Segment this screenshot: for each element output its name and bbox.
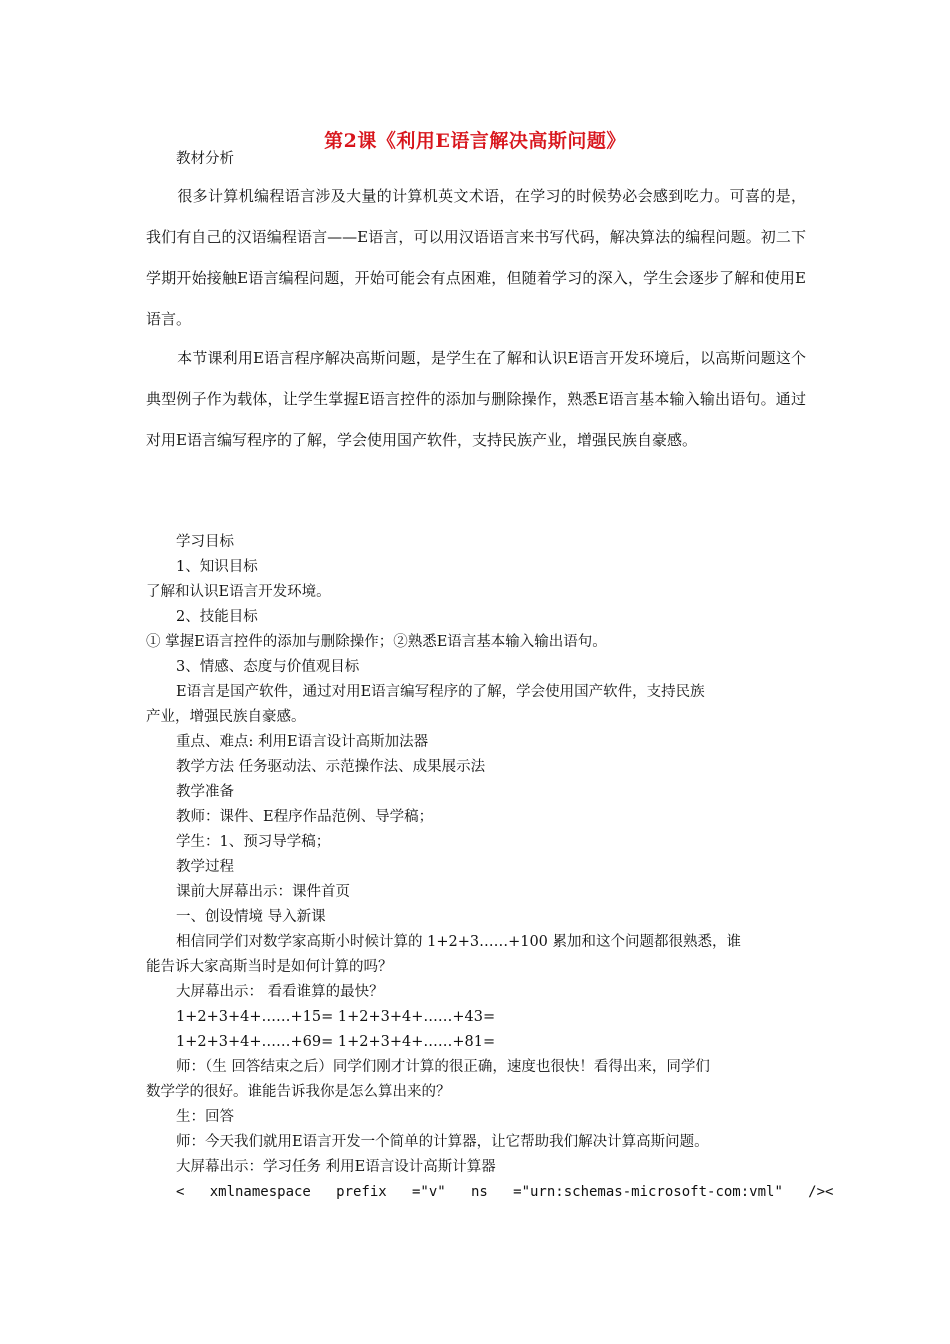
paragraph-analysis-2 bbox=[146, 338, 806, 461]
goal-emotion-text-cont: 产业，增强民族自豪感。 bbox=[146, 709, 306, 725]
goal-skill-heading: 2、技能目标 bbox=[176, 609, 258, 625]
screen-note-2: 大屏幕出示： 看看谁算的最快？ bbox=[176, 984, 384, 1000]
question-line-2: 能告诉大家高斯当时是如何计算的吗？ bbox=[146, 959, 393, 975]
paragraph-text: 很多计算机编程语言涉及大量的计算机英文术语，在学习的时候势必会感到吃力。可喜的是，我们有自己的汉语编程语言——E语言，可以用汉语语言来书写代码，解决算法的编程问题。初二下学期开始接触E语言编程问题，开始可能会有点困难，但随着学习的深入，学生会逐步了解和使用E语言。 bbox=[146, 187, 806, 328]
teacher-remark-2: 师：今天我们就用E语言开发一个简单的计算器，让它帮助我们解决计算高斯问题。 bbox=[176, 1134, 709, 1150]
paragraph-analysis-1 bbox=[146, 176, 806, 340]
teaching-process-heading: 教学过程 bbox=[176, 859, 234, 875]
student-prep: 学生：1、预习导学稿； bbox=[176, 834, 331, 850]
teacher-remark-1: 师：（生 回答结束之后）同学们刚才计算的很正确，速度也很快！看得出来，同学们 bbox=[176, 1059, 710, 1075]
teaching-prep-heading: 教学准备 bbox=[176, 784, 234, 800]
screen-note-1: 课前大屏幕出示：课件首页 bbox=[176, 884, 350, 900]
section-heading: 教材分析 bbox=[176, 151, 234, 167]
teaching-method: 教学方法 任务驱动法、示范操作法、成果展示法 bbox=[176, 759, 486, 775]
goal-emotion-heading: 3、情感、态度与价值观目标 bbox=[176, 659, 360, 675]
goal-knowledge-text: 了解和认识E语言开发环境。 bbox=[146, 584, 331, 600]
key-points: 重点、难点: 利用E语言设计高斯加法器 bbox=[176, 734, 429, 750]
page-title: 第2课《利用E语言解决高斯问题》 bbox=[324, 130, 626, 152]
goals-heading: 学习目标 bbox=[176, 534, 234, 550]
goal-knowledge-heading: 1、知识目标 bbox=[176, 559, 258, 575]
step-1-heading: 一、创设情境 导入新课 bbox=[176, 909, 326, 925]
teacher-remark-1-cont: 数学学的很好。谁能告诉我你是怎么算出来的？ bbox=[146, 1084, 451, 1100]
screen-note-3: 大屏幕出示：学习任务 利用E语言设计高斯计算器 bbox=[176, 1159, 496, 1175]
calc-line-2: 1+2+3+4+……+69= 1+2+3+4+……+81= bbox=[176, 1034, 496, 1050]
paragraph-text: 本节课利用E语言程序解决高斯问题，是学生在了解和认识E语言开发环境后，以高斯问题这个典型例子作为载体，让学生掌握E语言控件的添加与删除操作，熟悉E语言基本输入输出语句。通过对用E语言编写程序的了解，学会使用国产软件，支持民族产业，增强民族自豪感。 bbox=[146, 349, 806, 449]
question-line-1: 相信同学们对数学家高斯小时候计算的 1+2+3……+100 累加和这个问题都很熟悉，谁 bbox=[176, 934, 742, 950]
goal-emotion-text: E语言是国产软件，通过对用E语言编写程序的了解，学会使用国产软件，支持民族 bbox=[176, 684, 705, 700]
student-answer: 生：回答 bbox=[176, 1109, 234, 1125]
xml-namespace-code: < xmlnamespace prefix ="v" ns ="urn:schemas-microsoft-com:vml" />< bbox=[176, 1184, 834, 1200]
calc-line-1: 1+2+3+4+……+15= 1+2+3+4+……+43= bbox=[176, 1009, 496, 1025]
teacher-prep: 教师：课件、E程序作品范例、导学稿； bbox=[176, 809, 434, 825]
goal-skill-text: ① 掌握E语言控件的添加与删除操作；②熟悉E语言基本输入输出语句。 bbox=[146, 634, 607, 650]
